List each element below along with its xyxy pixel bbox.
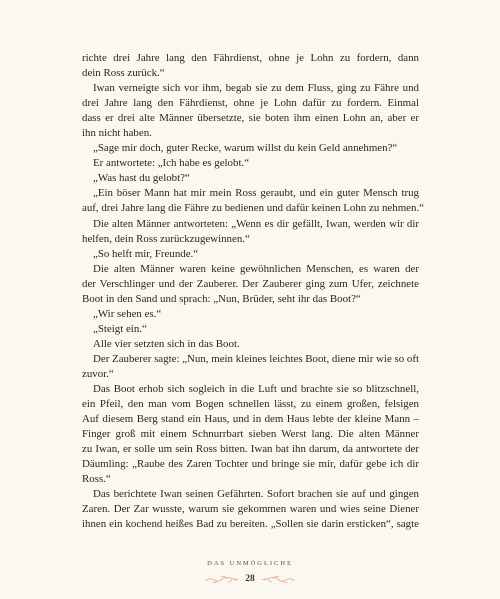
text-line: Finger groß mit einem Schnurrbart sieben Werst lang. Die alten Männer: [82, 428, 419, 441]
text-line: Der Zauberer sagte: „Nun, mein kleines leichtes Boot, diene mir wie so oft: [93, 352, 419, 365]
text-line: Boot in den Sand und sprach: „Nun, Brüder, seht ihr das Boot?“: [82, 292, 361, 305]
text-line: Zaren. Der Zar wusste, warum sie gekommen waren und wies seine Diener: [82, 503, 419, 516]
text-line: Däumling: „Raube des Zaren Tochter und bringe sie mir, dafür gebe ich dir: [82, 458, 419, 471]
text-line: Auf diesem Berg stand ein Haus, und in dem Haus lebte der kleine Mann –: [82, 413, 419, 426]
page-footer: [0, 560, 500, 584]
running-head: DAS UNMÖGLICHE: [207, 560, 293, 567]
floral-flourish-right-icon: [261, 575, 295, 584]
text-line: Das Boot erhob sich sogleich in die Luft und brachte sie so blitzschnell,: [93, 383, 419, 396]
text-line: Er antwortete: „Ich habe es gelobt.“: [93, 157, 250, 170]
text-line: zuvor.“: [82, 367, 114, 380]
floral-flourish-left-icon: [205, 575, 239, 584]
text-line: Die alten Männer waren keine gewöhnlichen Menschen, es waren der: [93, 262, 419, 275]
text-line: Die alten Männer antworteten: „Wenn es dir gefällt, Iwan, werden wir dir: [93, 217, 419, 230]
text-line: richte drei Jahre lang den Fährdienst, ohne je Lohn zu fordern, dann: [82, 52, 419, 64]
text-line: „Wir sehen es.“: [93, 307, 162, 320]
text-line: Iwan verneigte sich vor ihm, begab sie zu dem Fluss, ging zu Fähre und: [93, 82, 419, 95]
text-line: auf, drei Jahre lang die Fähre zu bedienen und dafür keinen Lohn zu nehmen.“: [82, 202, 425, 215]
text-line: „Was hast du gelobt?“: [93, 172, 190, 185]
text-line: Ross.“: [82, 473, 111, 486]
page-number: 28: [245, 574, 255, 584]
text-line: „Sage mir doch, guter Recke, warum willst du kein Geld annehmen?“: [93, 142, 398, 155]
text-line: der Verschlinger und der Zauberer. Der Zauberer ging zum Ufer, zeichnete: [82, 277, 419, 290]
text-line: ihn nicht haben.: [82, 127, 152, 140]
text-line: Alle vier setzten sich in das Boot.: [93, 337, 240, 350]
text-line: zu Iwan, er solle um sein Ross bitten. Iwan bat ihn darum, da antwortete der: [82, 443, 419, 456]
text-line: dass er drei alte Männer übersetzte, sie boten ihm einen Lohn an, aber er: [82, 112, 419, 125]
text-line: dein Ross zurück.“: [82, 67, 165, 80]
folio-row: [0, 574, 500, 584]
text-line: ein Pfeil, den man vom Bogen schnellen lässt, zu einem großen, felsigen: [82, 398, 419, 411]
text-line: drei Jahre lang den Fährdienst, ohne je Lohn dafür zu fordern. Einmal: [82, 97, 419, 110]
text-line: ihnen ein kochend heißes Bad zu bereiten. „Sollen sie darin ersticken“, sagte: [82, 518, 419, 531]
text-line: „So helft mir, Freunde.“: [93, 247, 199, 260]
text-line: „Ein böser Mann hat mir mein Ross geraubt, und ein guter Mensch trug: [93, 187, 419, 200]
text-line: Das berichtete Iwan seinen Gefährten. Sofort brachen sie auf und gingen: [93, 488, 419, 501]
body-text: [82, 51, 425, 533]
text-line: „Steigt ein.“: [93, 322, 147, 335]
text-line: helfen, dein Ross zurückzugewinnen.“: [82, 232, 250, 245]
